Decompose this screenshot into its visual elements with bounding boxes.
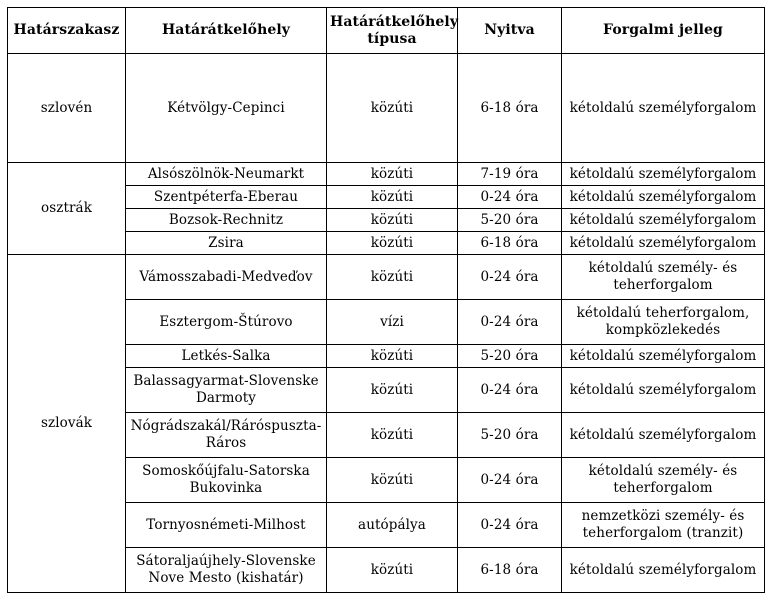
type-cell: közúti: [327, 232, 458, 255]
type-cell: közúti: [327, 458, 458, 503]
open-cell: 0-24 óra: [458, 186, 562, 209]
crossing-cell: Bozsok-Rechnitz: [126, 209, 327, 232]
type-cell: közúti: [327, 413, 458, 458]
open-cell: 6-18 óra: [458, 54, 562, 163]
open-cell: 0-24 óra: [458, 300, 562, 345]
open-cell: 5-20 óra: [458, 413, 562, 458]
open-cell: 0-24 óra: [458, 458, 562, 503]
open-cell: 6-18 óra: [458, 232, 562, 255]
section-cell: szlovén: [8, 54, 126, 163]
crossing-cell: Sátoraljaújhely-Slovenske Nove Mesto (kishatár): [126, 548, 327, 593]
crossing-cell: Balassagyarmat-Slovenske Darmoty: [126, 368, 327, 413]
type-cell: közúti: [327, 345, 458, 368]
traffic-cell: kétoldalú személy- és teherforgalom: [562, 255, 765, 300]
traffic-cell: kétoldalú személyforgalom: [562, 163, 765, 186]
traffic-cell: kétoldalú személyforgalom: [562, 368, 765, 413]
header-open-hours: Nyitva: [458, 8, 562, 54]
type-cell: vízi: [327, 300, 458, 345]
traffic-cell: kétoldalú személyforgalom: [562, 345, 765, 368]
type-cell: közúti: [327, 548, 458, 593]
crossing-cell: Nógrádszakál/Ráróspuszta-Ráros: [126, 413, 327, 458]
section-cell: osztrák: [8, 163, 126, 255]
crossing-cell: Somoskőújfalu-Satorska Bukovinka: [126, 458, 327, 503]
table-row: [8, 54, 765, 163]
header-traffic-type: Forgalmi jelleg: [562, 8, 765, 54]
open-cell: 0-24 óra: [458, 255, 562, 300]
traffic-cell: kétoldalú személyforgalom: [562, 413, 765, 458]
traffic-cell: kétoldalú személyforgalom: [562, 209, 765, 232]
border-crossings-table: [7, 7, 765, 593]
crossing-cell: Vámosszabadi-Medveďov: [126, 255, 327, 300]
type-cell: autópálya: [327, 503, 458, 548]
traffic-cell: kétoldalú teherforgalom, kompközlekedés: [562, 300, 765, 345]
crossing-cell: Alsószölnök-Neumarkt: [126, 163, 327, 186]
open-cell: 5-20 óra: [458, 345, 562, 368]
crossing-cell: Esztergom-Štúrovo: [126, 300, 327, 345]
open-cell: 0-24 óra: [458, 503, 562, 548]
traffic-cell: nemzetközi személy- és teherforgalom (tranzit): [562, 503, 765, 548]
open-cell: 0-24 óra: [458, 368, 562, 413]
section-cell: szlovák: [8, 255, 126, 593]
crossing-cell: Zsira: [126, 232, 327, 255]
traffic-cell: kétoldalú személy- és teherforgalom: [562, 458, 765, 503]
header-row: [8, 8, 765, 54]
crossing-cell: Letkés-Salka: [126, 345, 327, 368]
type-cell: közúti: [327, 163, 458, 186]
open-cell: 7-19 óra: [458, 163, 562, 186]
type-cell: közúti: [327, 54, 458, 163]
header-crossing-type: Határátkelőhely típusa: [327, 8, 458, 54]
type-cell: közúti: [327, 368, 458, 413]
traffic-cell: kétoldalú személyforgalom: [562, 186, 765, 209]
header-crossing: Határátkelőhely: [126, 8, 327, 54]
type-cell: közúti: [327, 186, 458, 209]
traffic-cell: kétoldalú személyforgalom: [562, 54, 765, 163]
type-cell: közúti: [327, 209, 458, 232]
type-cell: közúti: [327, 255, 458, 300]
crossing-cell: Kétvölgy-Cepinci: [126, 54, 327, 163]
header-border-section: Határszakasz: [8, 8, 126, 54]
open-cell: 5-20 óra: [458, 209, 562, 232]
traffic-cell: kétoldalú személyforgalom: [562, 232, 765, 255]
open-cell: 6-18 óra: [458, 548, 562, 593]
traffic-cell: kétoldalú személyforgalom: [562, 548, 765, 593]
table-row: [8, 255, 765, 300]
crossing-cell: Tornyosnémeti-Milhost: [126, 503, 327, 548]
crossing-cell: Szentpéterfa-Eberau: [126, 186, 327, 209]
table-row: [8, 163, 765, 186]
